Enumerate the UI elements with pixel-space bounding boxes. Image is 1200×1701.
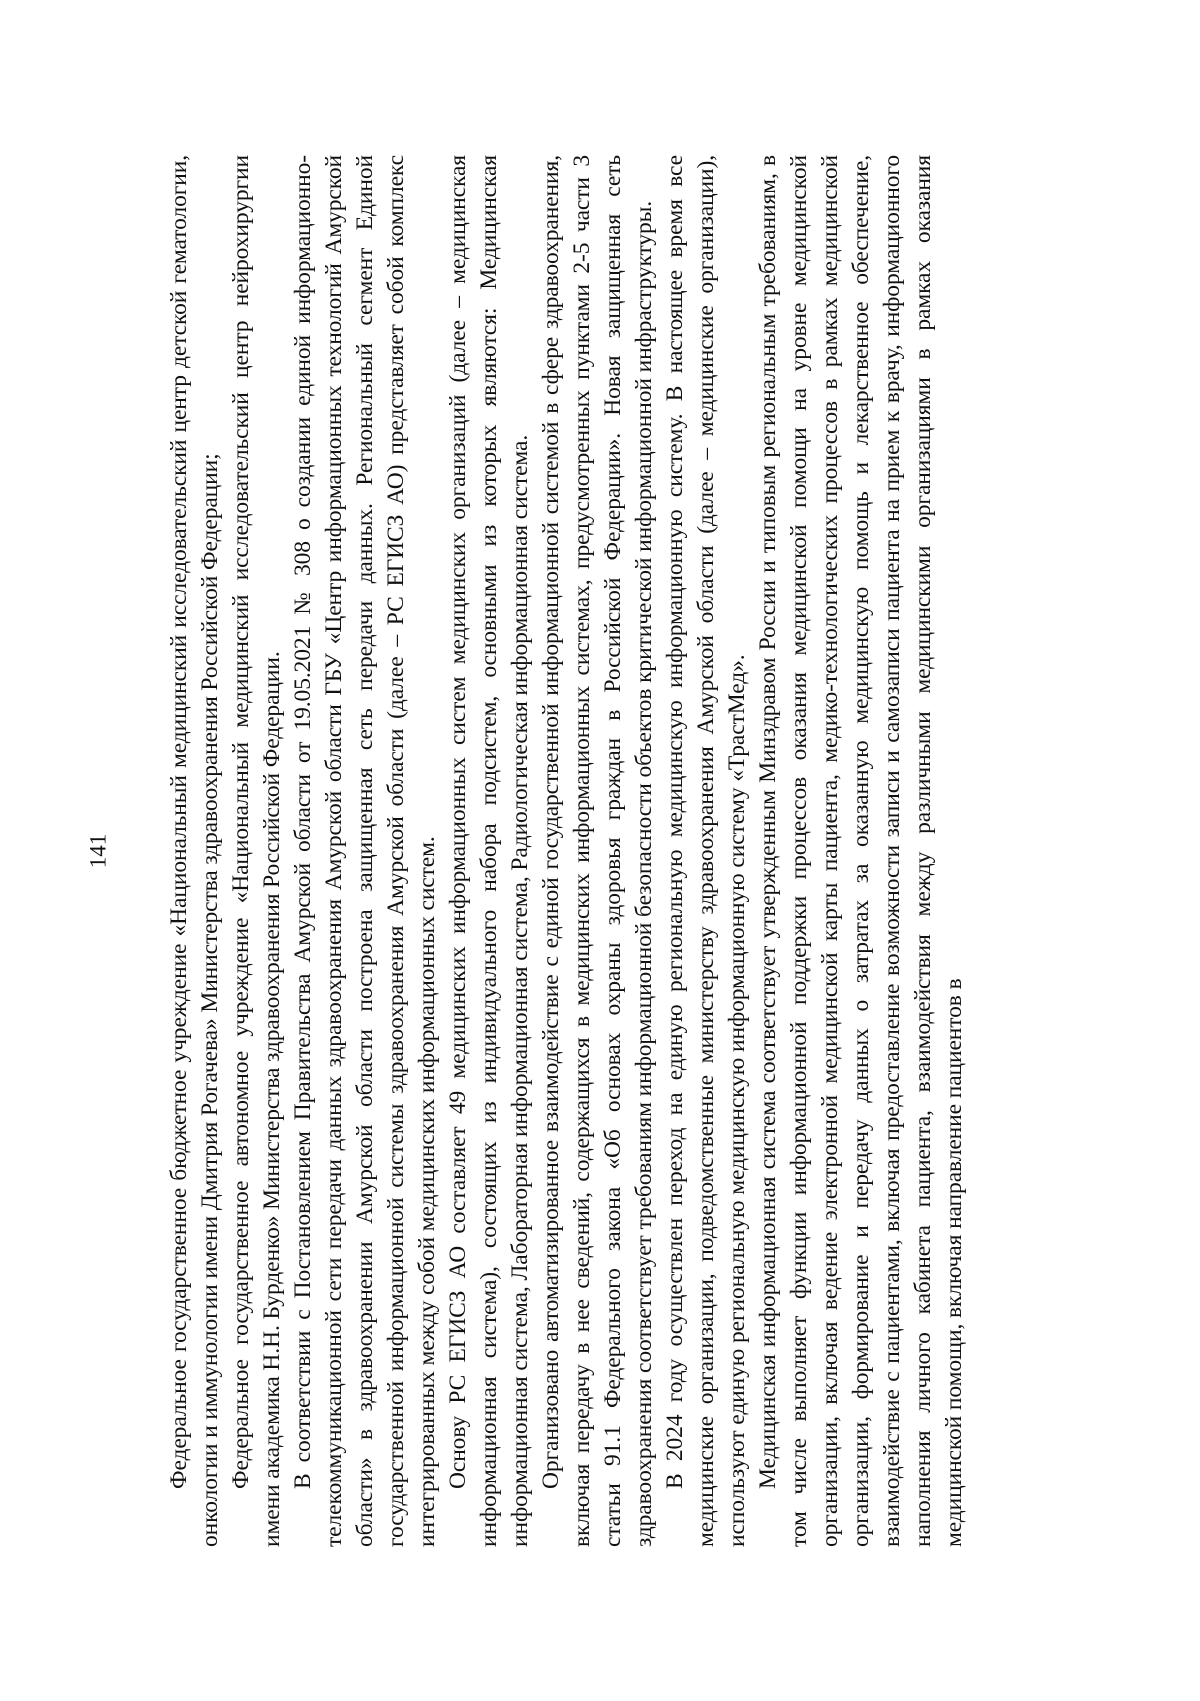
paragraph: Медицинская информационная система соответствует утвержденным Минздравом России и типовым региональным требованиям, в том числе выполняет функции информационной поддержки процессов оказания медицинской помощи на уровне медицинской организации, включая ведение электронной медицинской карты пациента, медико-технологических процессов в рамках медицинской организации, формирование и передачу данных о затратах за оказанную медицинскую помощь и лекарственное обеспечение, взаимодействие с пациентами, включая предоставление возможности записи и самозаписи пациента на прием к врачу, информационного наполнения личного кабинета пациента, взаимодействия между различными медицинскими организациями в рамках оказания медицинской помощи, включая направление пациентов в bbox=[755, 155, 967, 1547]
document-body bbox=[164, 155, 1036, 1547]
paragraph: Организовано автоматизированное взаимодействие с единой государственной информационной системой в сфере здравоохранения, включая передачу в нее сведений, содержащихся в медицинских информационных системах, предусмотренных пунктами 2-5 части 3 статьи 91.1 Федерального закона «Об основах охраны здоровья граждан в Российской Федерации». Новая защищенная сеть здравоохранения соответствует требованиям информационной безопасности объектов критической информационной инфраструктуры. bbox=[538, 155, 657, 1547]
paragraph: Федеральное государственное автономное учреждение «Национальный медицинский исследовательский центр нейрохирургии имени академика Н.Н. Бурденко» Министерства здравоохранения Российской Федерации. bbox=[228, 155, 285, 1547]
paragraph: В 2024 году осуществлен переход на единую региональную медицинскую информационную систему. В настоящее время все медицинские организации, подведомственные министерству здравоохранения Амурской области (далее – медицинские организации), используют единую региональную медицинскую информационную систему «ТрастМед». bbox=[662, 155, 750, 1547]
paragraph: Федеральное государственное бюджетное учреждение «Национальный медицинский исследовательский центр детской гематологии, онкологии и иммунологии имени Дмитрия Рогачева» Министерства здравоохранения Российской Федерации; bbox=[166, 155, 223, 1547]
paragraph: В соответствии с Постановлением Правительства Амурской области от 19.05.2021 № 308 о создании единой информационно-телекоммуникационной сети передачи данных здравоохранения Амурской области ГБУ «Центр информационных технологий Амурской области» в здравоохранении Амурской области построена защищенная сеть передачи данных. Региональный сегмент Единой государственной информационной системы здравоохранения Амурской области (далее – РС ЕГИСЗ АО) представляет собой комплекс интегрированных между собой медицинских информационных систем. bbox=[290, 155, 440, 1547]
paragraph: Основу РС ЕГИСЗ АО составляет 49 медицинских информационных систем медицинских организаций (далее – медицинская информационная система), состоящих из индивидуального набора подсистем, основными из которых являются: Медицинская информационная система, Лабораторная информационная система, Радиологическая информационная система. bbox=[445, 155, 533, 1547]
page-number: 141 bbox=[85, 833, 111, 869]
